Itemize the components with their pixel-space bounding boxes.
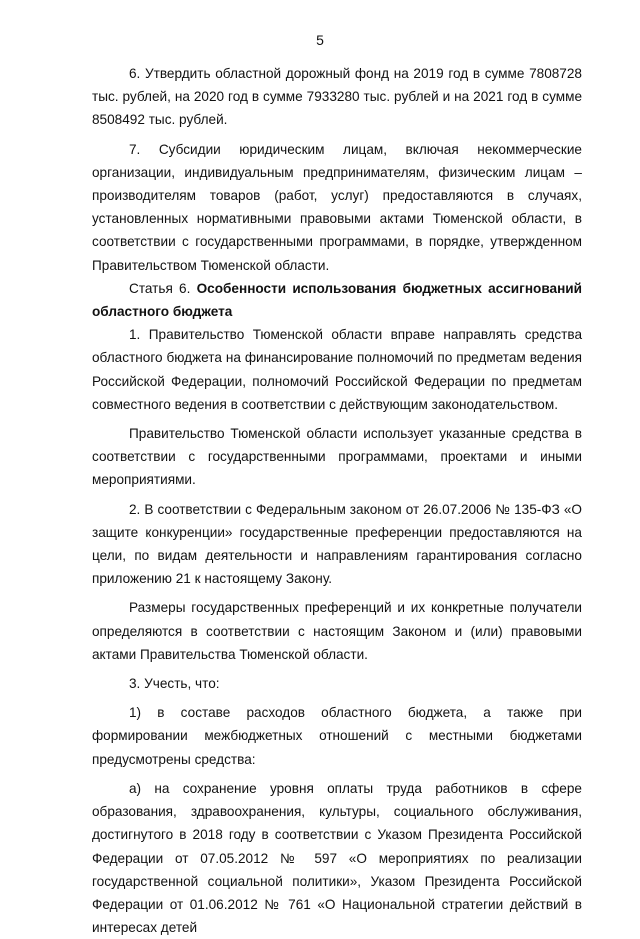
document-body bbox=[92, 62, 582, 939]
paragraph-subitem-1: 1) в составе расходов областного бюджета, а также при формировании межбюджетных отношений с местными бюджетами предусмотрены средства: bbox=[92, 705, 582, 767]
paragraph-article-item-2: 2. В соответствии с Федеральным законом от 26.07.2006 № 135-ФЗ «О защите конкуренции» государственные преференции предоставляются на цели, по видам деятельности и направлениям гарантирования согласно приложению 21 к настоящему Закону. bbox=[92, 501, 582, 587]
paragraph-subitem-a: а) на сохранение уровня оплаты труда работников в сфере образования, здравоохранения, культуры, социального обслуживания, достигнутого в 2018 году в соответствии с Указом Президента Российской Федерации от 07.05.2012 № 597 «О мероприятиях по реализации государственной социальной политики», Указом Президента Российской Федерации от 01.06.2012 № 761 «О Национальной стратегии действий в интересах детей bbox=[92, 780, 582, 936]
article-heading bbox=[92, 277, 582, 323]
article-title: Особенности использования бюджетных ассигнований областного бюджета bbox=[92, 280, 582, 320]
paragraph-article-item-3: 3. Учесть, что: bbox=[129, 676, 220, 692]
paragraph-government-use: Правительство Тюменской области использует указанные средства в соответствии с государственными программами, проектами и иными мероприятиями. bbox=[92, 426, 582, 488]
paragraph-preferences-size: Размеры государственных преференций и их конкретные получатели определяются в соответствии с настоящим Законом и (или) правовыми актами Правительства Тюменской области. bbox=[92, 600, 582, 662]
page-number: 5 bbox=[316, 32, 324, 48]
paragraph-article-item-1: 1. Правительство Тюменской области вправе направлять средства областного бюджета на финансирование полномочий по предметам ведения Российской Федерации, полномочий Российской Федерации по предметам совместного ведения в соответствии с действующим законодательством. bbox=[92, 327, 582, 412]
paragraph-road-fund: 6. Утвердить областной дорожный фонд на 2019 год в сумме 7808728 тыс. рублей, на 2020 год в сумме 7933280 тыс. рублей и на 2021 год в сумме 8508492 тыс. рублей. bbox=[92, 66, 582, 128]
paragraph-subsidies: 7. Субсидии юридическим лицам, включая некоммерческие организации, индивидуальным предпринимателям, физическим лицам – производителям товаров (работ, услуг) предоставляются в случаях, установленных нормативными правовыми актами Тюменской области, в соответствии с государственными программами, в порядке, утвержденном Правительством Тюменской области. bbox=[92, 141, 582, 273]
article-number: Статья 6. bbox=[129, 280, 197, 296]
